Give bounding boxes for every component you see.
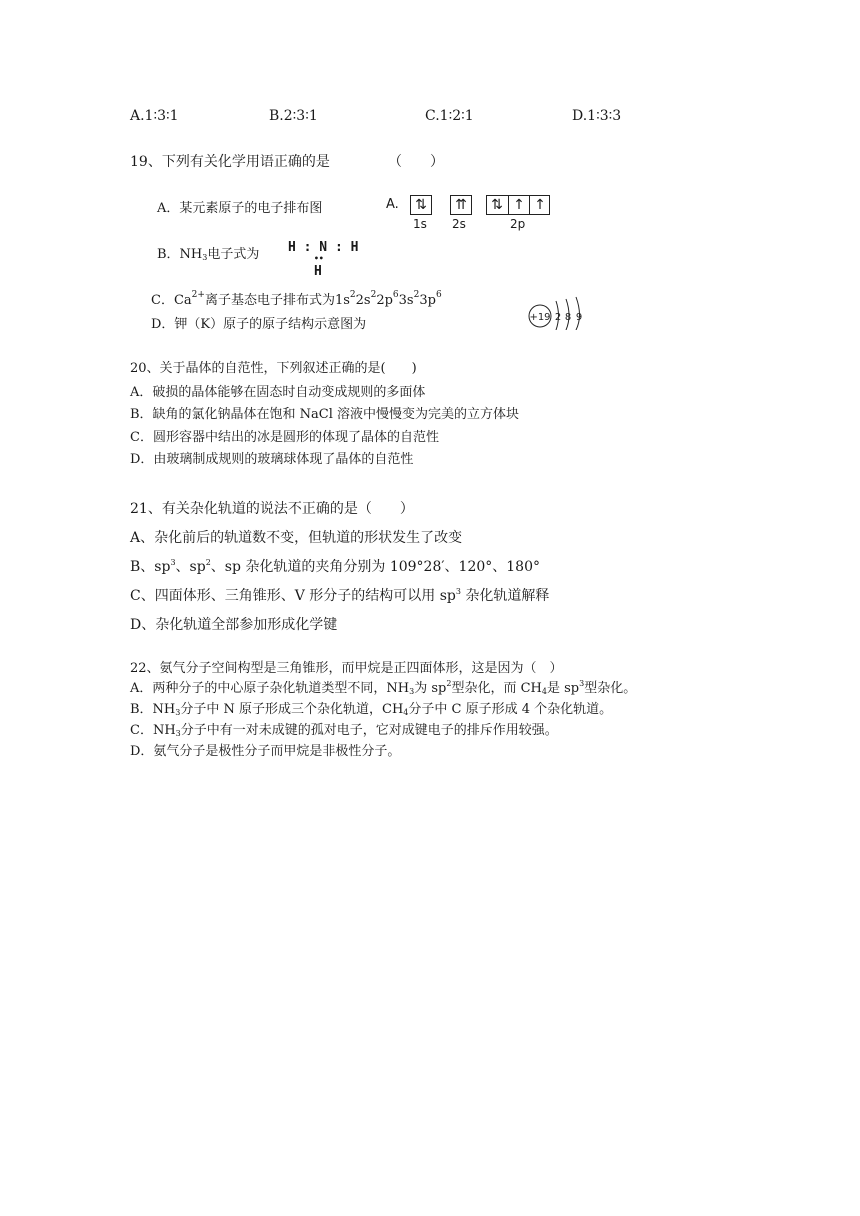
text-part: A．两种分子的中心原子杂化轨道类型不同，NH (130, 681, 410, 696)
nucleus-label: +19 (529, 312, 551, 323)
config-term: 1s (334, 293, 350, 308)
superscript: 6 (392, 290, 399, 300)
text-part: 是 sp (546, 681, 580, 696)
q18-option-a: A.1∶3∶1 (130, 108, 179, 124)
lewis-dots: •• (314, 254, 324, 263)
q19-option-c-prefix: C．Ca (151, 293, 192, 308)
q19-option-b-prefix: B．NH (157, 247, 203, 262)
orbital-arrow: ⇅ (415, 197, 427, 213)
subscript: 4 (541, 687, 547, 696)
q18-option-c: C.1∶2∶1 (425, 108, 474, 124)
text-part: 分子中 N 原子形成三个杂化轨道，CH (180, 702, 404, 717)
shell-electrons: 9 (575, 312, 583, 323)
text-part: 为 sp (414, 681, 447, 696)
q18-option-d: D.1∶3∶3 (572, 108, 622, 124)
orbital-arrow: ↑ (529, 196, 550, 214)
q22-option-c (130, 724, 558, 737)
q20-option-c: C．圆形容器中结出的冰是圆形的体现了晶体的自范性 (130, 430, 439, 445)
q21-option-b (130, 560, 540, 574)
q19-stem: 19、下列有关化学用语正确的是 (130, 154, 330, 170)
text-part: C、四面体形、三角锥形、V 形分子的结构可以用 sp (130, 588, 456, 604)
config-term: 3p (419, 293, 436, 308)
q19-answer-paren: （ ） (388, 154, 444, 170)
atom-structure-diagram (528, 296, 590, 330)
q19-option-b-suffix: 电子式为 (207, 247, 260, 262)
nh3-electron-formula (288, 240, 368, 282)
orbital-arrow: ⇅ (491, 197, 503, 213)
q21-stem: 21、有关杂化轨道的说法不正确的是（ ） (130, 501, 414, 517)
orbital-arrow: ↑ (508, 196, 529, 214)
text-part: 、sp (175, 559, 206, 575)
q19-option-c (151, 290, 442, 308)
orbital-2p-label: 2p (510, 217, 526, 231)
orbital-1s-label: 1s (413, 217, 427, 231)
config-term: 2p (376, 293, 393, 308)
text-part: 分子中有一对未成键的孤对电子，它对成键电子的排斥作用较强。 (180, 723, 558, 738)
q22-option-a (130, 679, 637, 696)
q21-option-c (130, 589, 549, 603)
orbital-2s-label: 2s (452, 217, 466, 231)
orbital-diagram (386, 195, 566, 235)
superscript: 2+ (191, 290, 205, 300)
q22-option-d: D．氨气分子是极性分子而甲烷是非极性分子。 (130, 744, 401, 759)
subscript: 3 (409, 687, 415, 696)
subscript: 3 (202, 253, 208, 262)
superscript: 2 (205, 558, 211, 567)
q20-option-a: A．破损的晶体能够在固态时自动变成规则的多面体 (130, 385, 426, 400)
q22-option-b (130, 703, 612, 716)
text-part: 型杂化，而 CH (451, 681, 542, 696)
lewis-row-2: H (314, 264, 322, 279)
text-part: 分子中 C 原子形成 4 个杂化轨道。 (408, 702, 613, 717)
q20-option-d: D．由玻璃制成规则的玻璃球体现了晶体的自范性 (130, 452, 414, 467)
q20-option-b: B．缺角的氯化钠晶体在饱和 NaCl 溶液中慢慢变为完美的立方体块 (130, 407, 520, 422)
superscript: 3 (579, 679, 585, 688)
text-part: 型杂化。 (584, 681, 637, 696)
subscript: 3 (175, 729, 181, 738)
text-part: B．NH (130, 702, 176, 717)
orbital-arrow: ⇈ (455, 197, 467, 213)
orbital-2s-box (450, 195, 472, 215)
orbital-1s-box (410, 195, 432, 215)
q21-option-d: D、杂化轨道全部参加形成化学键 (130, 617, 338, 633)
q21-option-a: A、杂化前后的轨道数不变，但轨道的形状发生了改变 (130, 530, 463, 546)
q22-stem: 22、氨气分子空间构型是三角锥形，而甲烷是正四面体形，这是因为（ ） (130, 661, 563, 676)
q19-option-a: A．某元素原子的电子排布图 (157, 201, 323, 216)
q19-option-b (157, 248, 259, 261)
superscript: 3 (455, 587, 461, 596)
superscript: 2 (349, 290, 356, 300)
q18-option-b: B.2∶3∶1 (269, 108, 318, 124)
shell-electrons: 8 (564, 312, 572, 323)
text-part: 杂化轨道解释 (460, 588, 550, 604)
shell-electrons: 2 (554, 312, 562, 323)
config-term: 2s (355, 293, 371, 308)
subscript: 4 (403, 708, 409, 717)
superscript: 3 (170, 558, 176, 567)
text-part: C．NH (130, 723, 176, 738)
config-term: 3s (398, 293, 414, 308)
q19-option-c-text: 离子基态电子排布式为 (204, 293, 335, 308)
lewis-row-1: H : N : H (288, 240, 359, 255)
superscript: 2 (446, 679, 452, 688)
text-part: B、sp (130, 559, 171, 575)
superscript: 6 (435, 290, 442, 300)
text-part: 、sp 杂化轨道的夹角分别为 109°28′、120°、180° (210, 559, 540, 575)
superscript: 2 (413, 290, 420, 300)
orbital-2p-box (486, 195, 550, 215)
subscript: 3 (175, 708, 181, 717)
q20-stem: 20、关于晶体的自范性，下列叙述正确的是( ) (130, 361, 417, 376)
superscript: 2 (370, 290, 377, 300)
q19-option-d: D．钾（K）原子的原子结构示意图为 (151, 317, 367, 332)
orbital-diagram-label: A. (386, 197, 399, 212)
